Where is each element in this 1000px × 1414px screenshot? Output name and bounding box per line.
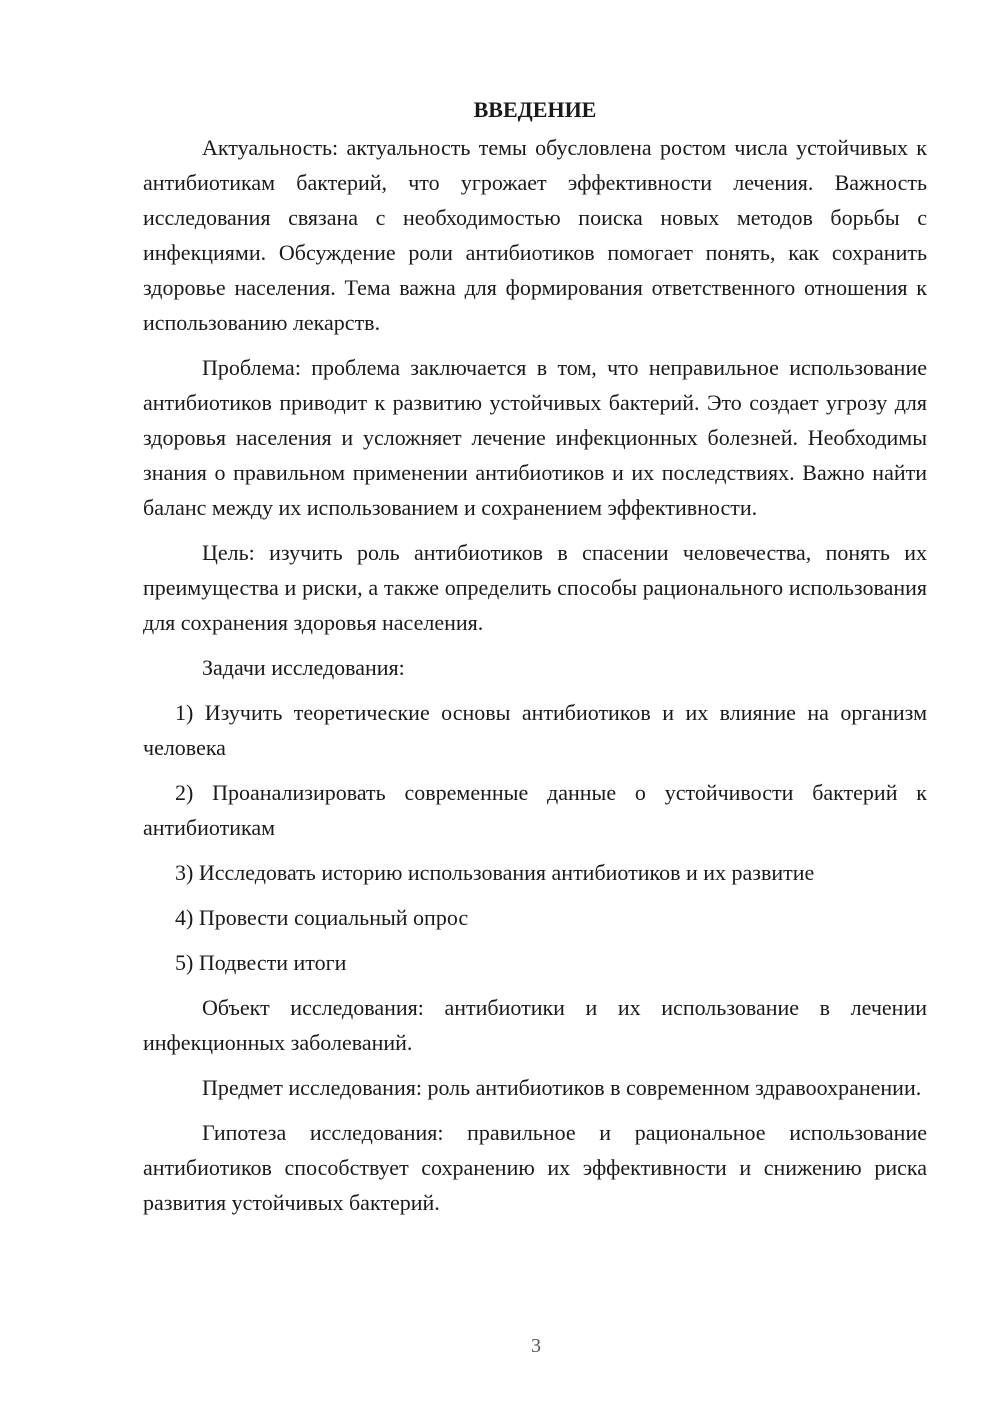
problem-paragraph: Проблема: проблема заключается в том, что неправильное использование антибиотиков приводит к развитию устойчивых бактерий. Это создает угрозу для здоровья населения и усложняет лечение инфекционных болезней. Необходимы знания о правильном применении антибиотиков и их последствиях. Важно найти баланс между их использованием и сохранением эффективности. [143, 355, 927, 520]
relevance-paragraph: Актуальность: актуальность темы обусловлена ростом числа устойчивых к антибиотикам бактерий, что угрожает эффективности лечения. Важность исследования связана с необходимостью поиска новых методов борьбы с инфекциями. Обсуждение роли антибиотиков помогает понять, как сохранить здоровье населения. Тема важна для формирования ответственного отношения к использованию лекарств. [143, 135, 927, 335]
task-item-3: 3) Исследовать историю использования антибиотиков и их развитие [175, 860, 815, 885]
page-number: 3 [531, 1335, 541, 1357]
goal-paragraph: Цель: изучить роль антибиотиков в спасении человечества, понять их преимущества и риски, а также определить способы рационального использования для сохранения здоровья населения. [143, 540, 927, 635]
task-item-5: 5) Подвести итоги [175, 950, 347, 975]
subject-paragraph: Предмет исследования: роль антибиотиков в современном здравоохранении. [202, 1075, 922, 1100]
task-item-2: 2) Проанализировать современные данные о устойчивости бактерий к антибиотикам [143, 780, 927, 840]
object-paragraph: Объект исследования: антибиотики и их использование в лечении инфекционных заболеваний. [143, 995, 927, 1055]
section-title: ВВЕДЕНИЕ [473, 97, 597, 122]
task-item-4: 4) Провести социальный опрос [175, 905, 469, 930]
task-item-1: 1) Изучить теоретические основы антибиотиков и их влияние на организм человека [143, 700, 927, 760]
page-content [143, 92, 927, 1230]
tasks-heading: Задачи исследования: [202, 655, 405, 680]
hypothesis-paragraph: Гипотеза исследования: правильное и рациональное использование антибиотиков способствует сохранению их эффективности и снижению риска развития устойчивых бактерий. [143, 1120, 927, 1215]
